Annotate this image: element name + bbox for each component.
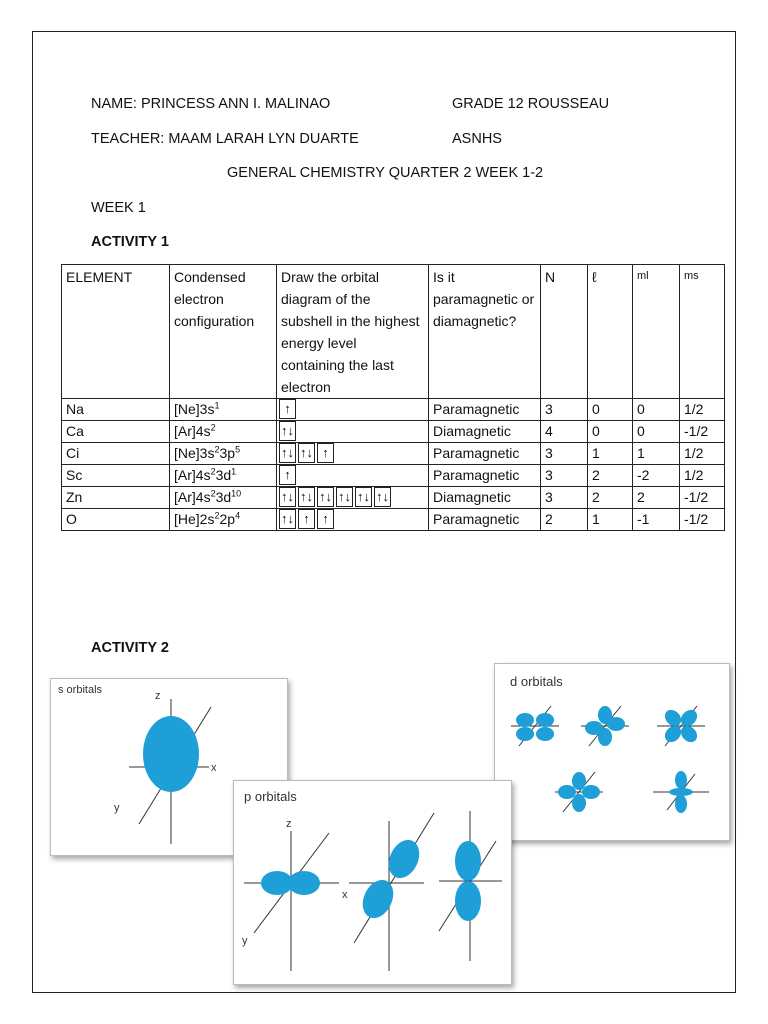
school-name: ASNHS	[452, 131, 502, 147]
cell-orbital-diagram	[277, 487, 429, 509]
col-n: N	[541, 265, 588, 399]
col-ms: ms	[680, 265, 725, 399]
orbital-box: ↑	[317, 443, 334, 463]
cell-ml: 0	[633, 399, 680, 421]
col-element: ELEMENT	[62, 265, 170, 399]
cell-n: 2	[541, 509, 588, 531]
cell-element: Na	[62, 399, 170, 421]
orbital-box: ↑↓	[355, 487, 372, 507]
cell-magnetic: Paramagnetic	[429, 465, 541, 487]
cell-l: 1	[588, 509, 633, 531]
orbital-box: ↑↓	[336, 487, 353, 507]
teacher-name: TEACHER: MAAM LARAH LYN DUARTE	[91, 131, 359, 147]
orbital-box: ↑	[298, 509, 315, 529]
cell-magnetic: Paramagnetic	[429, 509, 541, 531]
p-orbital-x	[242, 818, 348, 971]
grade-section: GRADE 12 ROUSSEAU	[452, 96, 610, 112]
table-row	[62, 399, 725, 421]
col-ml: ml	[633, 265, 680, 399]
orbital-box: ↑↓	[279, 509, 296, 529]
d-orbital-2	[581, 706, 629, 746]
s-axis-x: x	[211, 762, 217, 774]
p-axis-z: z	[286, 818, 292, 830]
subject-title: GENERAL CHEMISTRY QUARTER 2 WEEK 1-2	[227, 165, 544, 181]
cell-n: 3	[541, 465, 588, 487]
d-orbital-4	[555, 772, 603, 812]
d-orbital-5	[653, 771, 709, 813]
cell-ml: 2	[633, 487, 680, 509]
cell-ms: 1/2	[680, 399, 725, 421]
cell-n: 4	[541, 421, 588, 443]
cell-orbital-diagram	[277, 443, 429, 465]
col-config: Condensed electron configuration	[170, 265, 277, 399]
p-panel-title: p orbitals	[244, 789, 297, 804]
cell-n: 3	[541, 399, 588, 421]
cell-n: 3	[541, 487, 588, 509]
table-header-row	[62, 265, 725, 399]
orbital-box: ↑↓	[317, 487, 334, 507]
orbital-box: ↑↓	[374, 487, 391, 507]
cell-config: $[He]2s^22p^4$	[170, 509, 277, 531]
cell-ms: -1/2	[680, 487, 725, 509]
cell-l: 0	[588, 399, 633, 421]
cell-magnetic: Diamagnetic	[429, 487, 541, 509]
cell-ms: -1/2	[680, 421, 725, 443]
cell-config: $[Ar]4s^23d^1$	[170, 465, 277, 487]
p-orbital-figure	[234, 781, 511, 984]
table-row	[62, 487, 725, 509]
table-row	[62, 421, 725, 443]
s-axis-y: y	[114, 802, 120, 814]
activity1-title: ACTIVITY 1	[91, 234, 169, 250]
cell-ms: 1/2	[680, 443, 725, 465]
s-axis-z: z	[155, 690, 161, 702]
cell-orbital-diagram	[277, 465, 429, 487]
cell-element: O	[62, 509, 170, 531]
cell-element: Zn	[62, 487, 170, 509]
p-axis-y: y	[242, 935, 248, 947]
cell-element: Ci	[62, 443, 170, 465]
activity2-title: ACTIVITY 2	[91, 640, 169, 656]
s-orbital-lobe	[143, 716, 199, 792]
orbital-box: ↑	[317, 509, 334, 529]
cell-l: 2	[588, 465, 633, 487]
cell-ml: -2	[633, 465, 680, 487]
orbital-box: ↑↓	[279, 487, 296, 507]
student-name: NAME: PRINCESS ANN I. MALINAO	[91, 96, 331, 112]
p-axis-x: x	[342, 889, 348, 901]
cell-ml: 1	[633, 443, 680, 465]
cell-element: Sc	[62, 465, 170, 487]
d-orbital-1	[511, 706, 559, 746]
table-row	[62, 465, 725, 487]
cell-orbital-diagram	[277, 509, 429, 531]
p-orbital-z	[439, 811, 502, 961]
col-l: ℓ	[588, 265, 633, 399]
cell-ml: 0	[633, 421, 680, 443]
cell-ms: -1/2	[680, 509, 725, 531]
cell-config: $[Ne]3s^1$	[170, 399, 277, 421]
table-row	[62, 509, 725, 531]
cell-orbital-diagram	[277, 421, 429, 443]
cell-l: 1	[588, 443, 633, 465]
week-label: WEEK 1	[91, 200, 146, 216]
cell-magnetic: Diamagnetic	[429, 421, 541, 443]
orbital-box: ↑	[279, 465, 296, 485]
cell-orbital-diagram	[277, 399, 429, 421]
orbital-box: ↑↓	[279, 443, 296, 463]
cell-config: $[Ar]4s^2$	[170, 421, 277, 443]
cell-element: Ca	[62, 421, 170, 443]
cell-config: $[Ar]4s^23d^{10}$	[170, 487, 277, 509]
col-orbital-diagram: Draw the orbital diagram of the subshell in the highest energy level containing the last electron	[277, 265, 429, 399]
orbital-box: ↑↓	[298, 443, 315, 463]
cell-config: $[Ne]3s^23p^5$	[170, 443, 277, 465]
cell-magnetic: Paramagnetic	[429, 443, 541, 465]
orbital-box: ↑↓	[298, 487, 315, 507]
orbital-box: ↑	[279, 399, 296, 419]
orbital-box: ↑↓	[279, 421, 296, 441]
d-panel-title: d orbitals	[510, 674, 563, 689]
cell-magnetic: Paramagnetic	[429, 399, 541, 421]
cell-l: 0	[588, 421, 633, 443]
d-orbital-3	[657, 706, 705, 746]
p-orbitals-panel	[233, 780, 512, 985]
p-orbital-y	[349, 813, 434, 971]
col-magnetic: Is it paramagnetic or diamagnetic?	[429, 265, 541, 399]
cell-n: 3	[541, 443, 588, 465]
cell-ms: 1/2	[680, 465, 725, 487]
table-row	[62, 443, 725, 465]
s-panel-title: s orbitals	[58, 684, 103, 696]
cell-ml: -1	[633, 509, 680, 531]
d-orbital-figure	[495, 664, 729, 840]
activity1-table	[61, 264, 725, 531]
d-orbitals-panel	[494, 663, 730, 841]
cell-l: 2	[588, 487, 633, 509]
